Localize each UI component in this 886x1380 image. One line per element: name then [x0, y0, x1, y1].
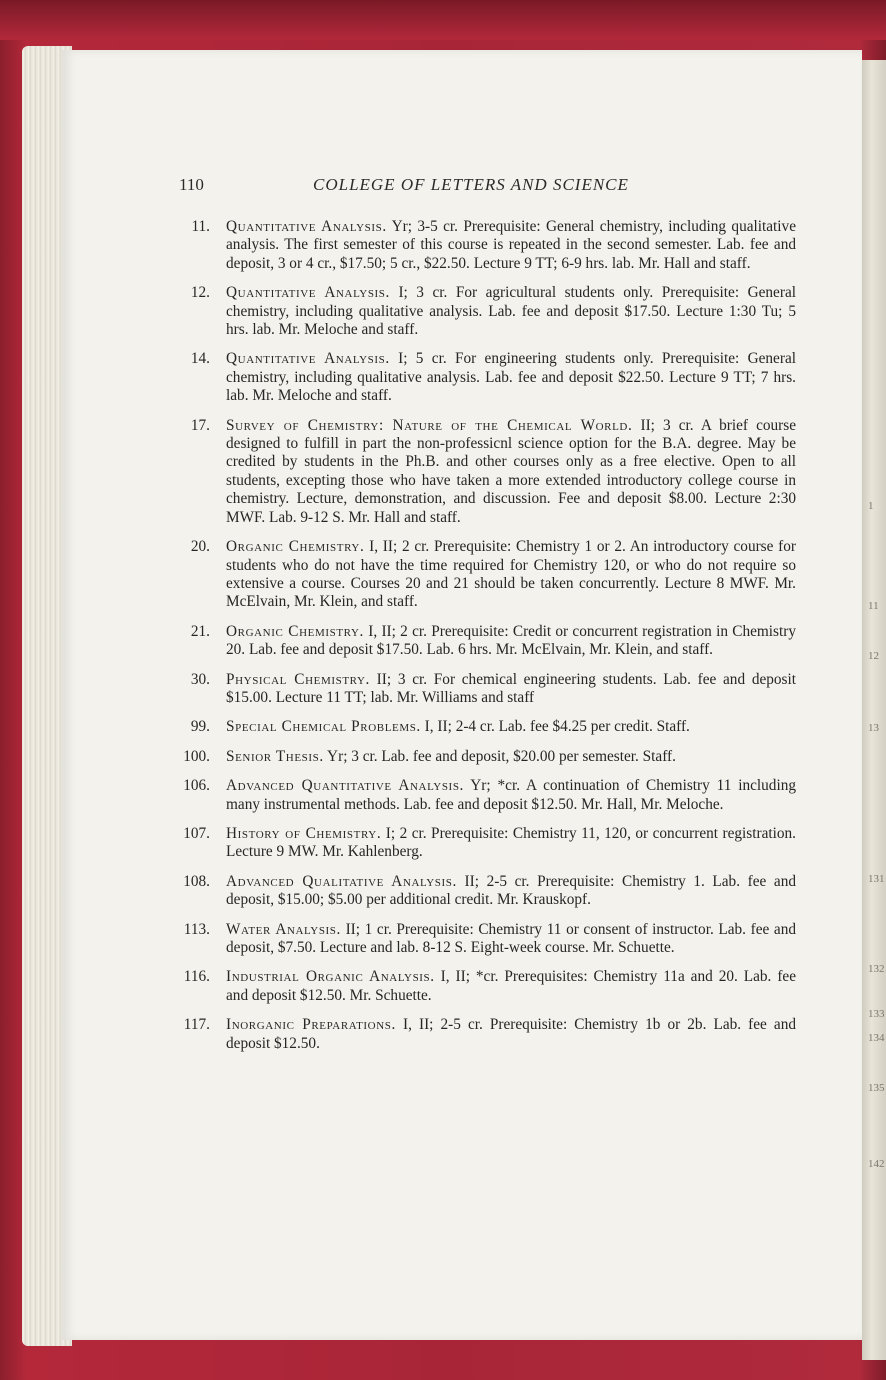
course-description: Yr; *cr. A continuation of Chemistry 11 including many instrumental methods. Lab. fee and deposit $12.50. Mr. Hall, Mr. Meloche.	[226, 777, 796, 813]
course-title: Quantitative Analysis.	[226, 284, 390, 302]
course-list	[174, 218, 796, 1064]
course-entry	[174, 873, 796, 910]
book-cover	[0, 0, 886, 40]
page-header	[179, 175, 795, 197]
course-title: Quantitative Analysis.	[226, 218, 387, 235]
course-number: 100.	[183, 747, 210, 765]
course-title: Organic Chemistry.	[226, 538, 365, 556]
course-number: 30.	[190, 670, 210, 688]
course-entry	[174, 777, 796, 814]
leaf-number: 131	[868, 873, 885, 885]
leaf-number: 1	[868, 500, 874, 512]
page-number: 110	[179, 175, 204, 194]
leaf-number: 12	[868, 650, 879, 662]
course-number: 20.	[190, 538, 210, 556]
leaf-number: 132	[868, 963, 885, 975]
course-number: 113.	[183, 920, 210, 938]
leaf-number: 11	[868, 600, 879, 612]
course-title: Water Analysis.	[226, 920, 341, 938]
course-description: I, II; *cr. Prerequisites: Chemistry 11a and 20. Lab. fee and deposit $12.50. Mr. Schuette.	[226, 968, 796, 1004]
course-entry	[174, 671, 796, 708]
course-entry	[174, 825, 796, 862]
course-entry	[174, 623, 796, 660]
course-number: 21.	[190, 622, 210, 640]
course-title: Physical Chemistry.	[226, 670, 370, 688]
course-description: Yr; 3 cr. Lab. fee and deposit, $20.00 per semester. Staff.	[323, 747, 676, 765]
course-number: 116.	[183, 968, 210, 986]
course-number: 17.	[190, 416, 210, 434]
course-title: Industrial Organic Analysis.	[226, 968, 435, 986]
course-entry	[174, 921, 796, 958]
course-description: I; 5 cr. For engineering students only. Prerequisite: General chemistry, including qualitative analysis. Lab. fee and deposit $22.50. Lecture 9 TT; 7 hrs. lab. Mr. Meloche and staff.	[226, 350, 796, 405]
running-head: COLLEGE OF LETTERS AND SCIENCE	[313, 175, 629, 194]
course-description: I, II; 2-4 cr. Lab. fee $4.25 per credit. Staff.	[420, 718, 690, 736]
course-entry	[174, 284, 796, 339]
leaf-number: 13	[868, 722, 879, 734]
course-description: I, II; 2 cr. Prerequisite: Credit or concurrent registration in Chemistry 20. Lab. fee and deposit $17.50. Lab. 6 hrs. Mr. McElvain, Mr. Klein, and staff.	[226, 622, 796, 659]
course-title: Organic Chemistry.	[226, 622, 364, 640]
course-number: 108.	[183, 872, 210, 890]
leaf-number: 133	[868, 1008, 885, 1020]
course-entry	[174, 417, 796, 527]
course-entry	[174, 718, 796, 736]
course-number: 14.	[190, 350, 210, 368]
course-title: Survey of Chemistry: Nature of the Chemical World.	[226, 416, 633, 434]
course-entry	[174, 1016, 796, 1053]
course-entry	[174, 968, 796, 1005]
course-title: History of Chemistry.	[226, 824, 382, 842]
course-title: Senior Thesis.	[226, 747, 324, 765]
course-description: II; 3 cr. For chemical engineering students. Lab. fee and deposit $15.00. Lecture 11 TT; lab. Mr. Williams and staff	[226, 670, 797, 706]
course-number: 11.	[191, 218, 210, 235]
course-description: II; 3 cr. A brief course designed to fulfill in part the non-professicnl science option for the B.A. degree. May be credited by students in the Ph.B. and other courses only as a free elective. Open to all students, excepting those who have taken a more extended introductory college course in chemistry. Lecture, demonstration, and discussion. Fee and deposit $8.00. Lecture 2:30 MWF. Lab. 9-12 S. Mr. Hall and staff.	[226, 416, 796, 526]
course-title: Advanced Quantitative Analysis.	[226, 777, 464, 795]
course-entry	[174, 538, 796, 612]
course-description: I; 2 cr. Prerequisite: Chemistry 11, 120, or concurrent registration. Lecture 9 MW. Mr. Kahlenberg.	[226, 824, 796, 861]
course-description: II; 2-5 cr. Prerequisite: Chemistry 1. Lab. fee and deposit, $15.00; $5.00 per additional credit. Mr. Krauskopf.	[226, 872, 797, 909]
course-title: Special Chemical Problems.	[226, 718, 421, 736]
course-description: II; 1 cr. Prerequisite: Chemistry 11 or consent of instructor. Lab. fee and deposit, $7.50. Lecture and lab. 8-12 S. Eight-week course. Mr. Schuette.	[226, 920, 797, 956]
leaf-number: 142	[868, 1158, 885, 1170]
course-entry	[174, 350, 796, 405]
course-description: Yr; 3-5 cr. Prerequisite: General chemistry, including qualitative analysis. The first semester of this course is repeated in the second semester. Lab. fee and deposit, 3 or 4 cr., $17.50; 5 cr., $22.50. Lecture 9 TT; 6-9 hrs. lab. Mr. Hall and staff.	[226, 218, 796, 272]
leaf-number: 135	[868, 1082, 885, 1094]
course-description: I, II; 2-5 cr. Prerequisite: Chemistry 1b or 2b. Lab. fee and deposit $12.50.	[226, 1016, 796, 1052]
course-number: 117.	[183, 1016, 210, 1034]
course-number: 12.	[190, 284, 210, 302]
course-description: I, II; 2 cr. Prerequisite: Chemistry 1 or 2. An introductory course for students who do not have the time required for Chemistry 120, or who do not require so extensive a course. Courses 20 and 21 should be taken concurrently. Lecture 8 MWF. Mr. McElvain, Mr. Klein, and staff.	[226, 538, 796, 611]
course-description: I; 3 cr. For agricultural students only. Prerequisite: General chemistry, including qualitative analysis. Lab. fee and deposit $17.50. Lecture 1:30 Tu; 5 hrs. lab. Mr. Meloche and staff.	[226, 284, 796, 339]
course-number: 99.	[190, 718, 210, 736]
course-number: 106.	[183, 777, 210, 795]
course-title: Quantitative Analysis.	[226, 350, 390, 368]
course-title: Inorganic Preparations.	[226, 1016, 396, 1034]
course-entry	[174, 748, 796, 766]
course-number: 107.	[183, 824, 210, 842]
leaf-number: 134	[868, 1032, 885, 1044]
course-title: Advanced Qualitative Analysis.	[226, 872, 457, 890]
course-entry	[174, 218, 796, 273]
